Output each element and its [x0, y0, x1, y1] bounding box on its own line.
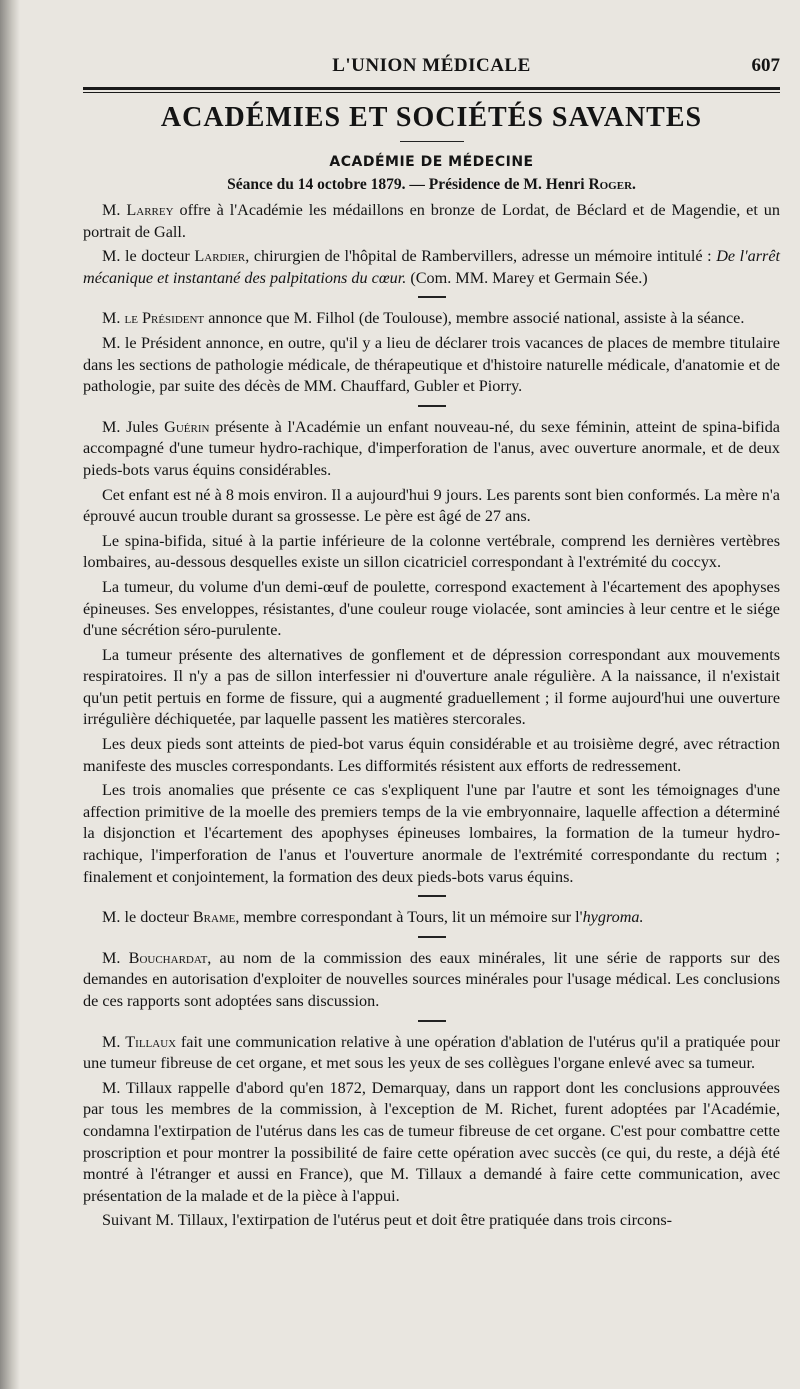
- paragraph: [83, 246, 780, 289]
- journal-page: [83, 55, 780, 1235]
- paragraph: [83, 1210, 780, 1232]
- paragraph: [83, 417, 780, 482]
- journal-title: L'UNION MÉDICALE: [332, 55, 531, 76]
- paragraph: [83, 200, 780, 243]
- running-head: [83, 55, 780, 81]
- para-lead: M. le docteur: [102, 247, 195, 266]
- para-text: M. Tillaux rappelle d'abord qu'en 1872, Demarquay, dans un rapport dont les conclusions approuvées par tous les membres de la commission, à l'exception de M. Richet, furent adoptées par l'Académie, condamna l'extirpation de l'utérus dans les cas de tumeur fibreuse de cet organe. C'est pour combattre cette proscription et pour montrer la possibilité de faire cette opération avec succès (ce qui, du reste, a déjà été montré à l'étranger et aussi en France), que M. Tillaux a demandé à faire cette communication, avec présentation de la malade et de la pièce à l'appui.: [83, 1078, 780, 1205]
- paragraph: [83, 948, 780, 1013]
- academy-heading: ACADÉMIE DE MÉDECINE: [329, 154, 534, 170]
- para-text: Les trois anomalies que présente ce cas s'expliquent l'une par l'autre et sont les témoignages d'une affection primitive de la moelle des premiers temps de la vie embryonnaire, laquelle affection a déterminé la disjonction et l'écartement des apophyses épineuses lombaires, la formation de la tumeur hydro-rachique, l'imperforation de l'anus et l'ouverture anormale de l'extrémité correspondante du rectum ; finalement et conjointement, la formation des deux pieds-bots varus équins.: [83, 781, 780, 886]
- paragraph: [83, 333, 780, 398]
- speaker-name: Bouchardat: [128, 948, 208, 967]
- separator-dash: [418, 936, 446, 938]
- paragraph: [83, 780, 780, 888]
- paragraph: [83, 645, 780, 731]
- para-lead: M.: [102, 948, 129, 967]
- para-text: fait une communication relative à une opération d'ablation de l'utérus qu'il a pratiquée pour une tumeur fibreuse de cet organe, et met sous les yeux de ses collègues l'organe enlevé avec sa tumeur.: [83, 1032, 780, 1073]
- article-body: [83, 200, 780, 1232]
- session-prefix: Séance du 14 octobre 1879. — Présidence de M. Henri: [227, 176, 589, 193]
- para-text: Suivant M. Tillaux, l'extirpation de l'utérus peut et doit être pratiquée dans trois circons-: [102, 1211, 673, 1230]
- para-text: annonce que M. Filhol (de Toulouse), membre associé national, assiste à la séance.: [204, 309, 745, 328]
- para-text: La tumeur présente des alternatives de gonflement et de dépression correspondant aux mouvements respiratoires. Il n'y a pas de sillon interfessier ni d'ouverture anale régulière. A la naissance, il n'existait qu'un petit pertuis en forme de fissure, qui a augmenté graduellement ; il forme aujourd'hui une ouverture irrégulière déchiquetée, par laquelle passent les matières stercorales.: [83, 645, 780, 729]
- paragraph: [83, 1032, 780, 1075]
- separator-dash: [418, 895, 446, 897]
- section-title: ACADÉMIES ET SOCIÉTÉS SAVANTES: [160, 102, 703, 133]
- para-lead: M.: [102, 1032, 126, 1051]
- speaker-name: le Président: [124, 309, 205, 328]
- paragraph: [83, 734, 780, 777]
- para-text: , chirurgien de l'hôpital de Rambervillers, adresse un mémoire intitulé :: [245, 247, 717, 266]
- para-text-continued: (Com. MM. Marey et Germain Sée.): [406, 268, 648, 287]
- para-text: La tumeur, du volume d'un demi-œuf de poulette, correspond exactement à l'écartement des apophyses épineuses. Ses enveloppes, résistantes, d'une couleur rouge violacée, sont amincies à leur centre et le siége d'une sécrétion séro-purulente.: [83, 577, 780, 640]
- para-lead: M. Jules: [102, 417, 165, 436]
- para-text: Le spina-bifida, situé à la partie inférieure de la colonne vertébrale, comprend les dernières vertèbres lombaires, au-dessous desquelles existe un sillon cicatriciel correspondant à l'extrémité du coccyx.: [83, 531, 780, 572]
- para-text: Les deux pieds sont atteints de pied-bot varus équin considérable et au troisième degré, avec rétraction manifeste des muscles correspondants. Les difformités résistent aux efforts de redressement.: [83, 735, 780, 775]
- paragraph: [83, 308, 780, 330]
- speaker-name: Larrey: [126, 201, 174, 219]
- para-text: M. le Président annonce, en outre, qu'il y a lieu de déclarer trois vacances de places de membre titulaire dans les sections de pathologie médicale, de thérapeutique et d'histoire naturelle médicale, d'anatomie et de pathologie, par suite des décès de MM. Chauffard, Gubler et Piorry.: [83, 333, 780, 396]
- memoir-title: hygroma.: [582, 908, 644, 927]
- title-rule: [400, 141, 464, 142]
- page-number: 607: [751, 55, 780, 76]
- para-text: offre à l'Académie les médaillons en bronze de Lordat, de Béclard et de Magendie, et un portrait de Gall.: [83, 201, 780, 241]
- para-lead: M.: [102, 201, 127, 219]
- speaker-name: Lardier: [194, 247, 246, 266]
- header-rule: [83, 87, 780, 93]
- paragraph: [83, 907, 780, 929]
- separator-dash: [418, 1020, 446, 1022]
- speaker-name: Guérin: [164, 417, 210, 436]
- para-lead: M. le docteur: [102, 908, 193, 927]
- paragraph: [83, 531, 780, 574]
- book-binding-edge: [0, 0, 20, 1389]
- memoir-title: De l'arrêt mécanique et instantané des palpitations du cœur.: [83, 247, 781, 287]
- session-line: [83, 176, 780, 194]
- speaker-name: Tillaux: [125, 1032, 177, 1051]
- paragraph: [83, 485, 780, 528]
- speaker-name: Brame: [192, 908, 236, 927]
- para-lead: M.: [102, 309, 125, 328]
- session-president: Roger: [588, 176, 633, 193]
- para-text: , membre correspondant à Tours, lit un mémoire sur l': [235, 908, 583, 927]
- separator-dash: [418, 296, 446, 298]
- paragraph: [83, 1078, 780, 1208]
- session-suffix: .: [632, 176, 636, 193]
- para-text: , au nom de la commission des eaux minérales, lit une série de rapports sur des demandes en autorisation d'exploiter de nouvelles sources minérales pour l'usage médical. Les conclusions de ces rapports sont adoptées sans discussion.: [83, 948, 780, 1010]
- paragraph: [83, 577, 780, 642]
- para-text: Cet enfant est né à 8 mois environ. Il a aujourd'hui 9 jours. Les parents sont bien conformés. La mère n'a éprouvé aucun trouble durant sa grossesse. Le père est âgé de 27 ans.: [83, 485, 780, 526]
- para-text: présente à l'Académie un enfant nouveau-né, du sexe féminin, atteint de spina-bifida accompagné d'une tumeur hydro-rachique, d'imperforation de l'anus, avec ouverture anormale, et de deux pieds-bots varus équins considérables.: [83, 417, 780, 479]
- separator-dash: [418, 405, 446, 407]
